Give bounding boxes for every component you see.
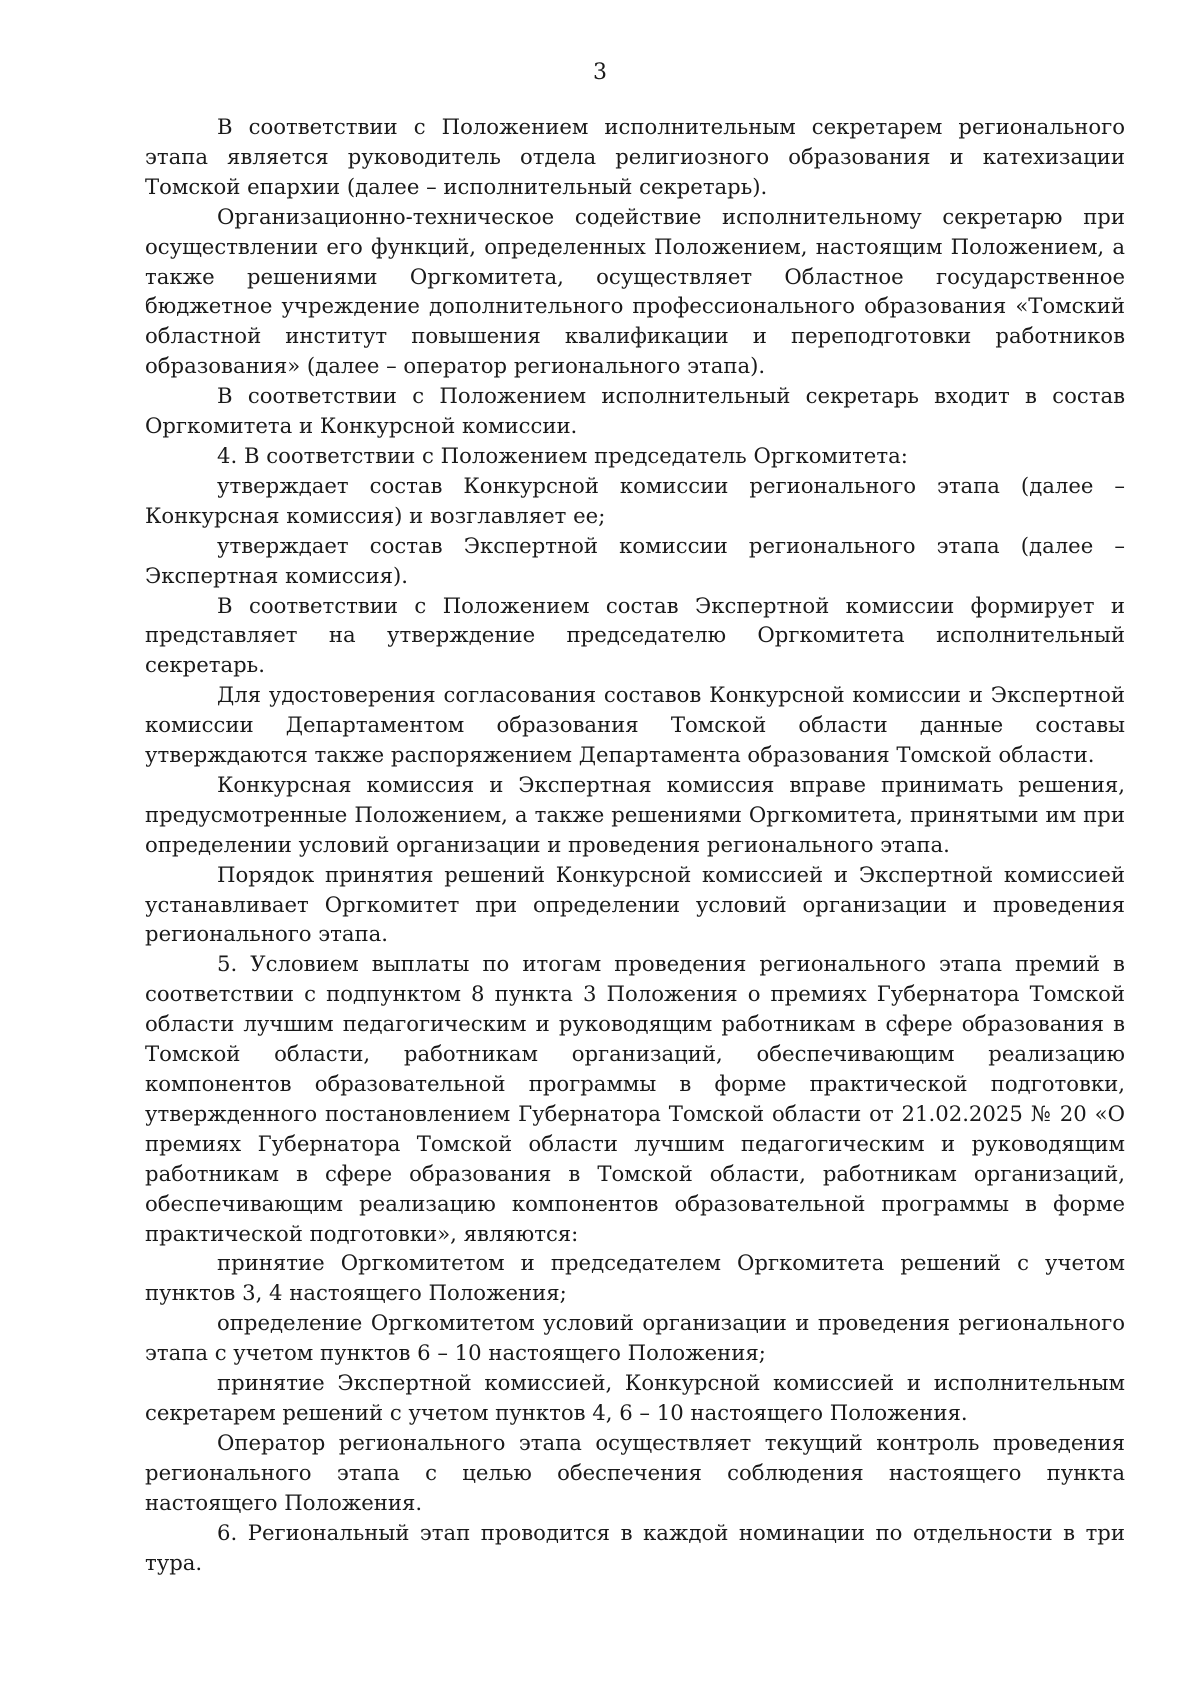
paragraph: 4. В соответствии с Положением председатель Оргкомитета: [217, 442, 908, 468]
paragraph: принятие Оргкомитетом и председателем Оргкомитета решений с учетом пунктов 3, 4 настоящего Положения; [145, 1250, 1125, 1306]
paragraph: 6. Региональный этап проводится в каждой номинации по отдельности в три тура. [145, 1519, 1125, 1575]
paragraph: В соответствии с Положением состав Экспертной комиссии формирует и представляет на утверждение председателю Оргкомитета исполнительный секретарь. [145, 592, 1125, 678]
document-body [145, 112, 1125, 1577]
paragraph: Конкурсная комиссия и Экспертная комиссия вправе принимать решения, предусмотренные Положением, а также решениями Оргкомитета, принятыми им при определении условий организации и проведения регионального этапа. [145, 771, 1125, 857]
paragraph: Для удостоверения согласования составов Конкурсной комиссии и Экспертной комиссии Департаментом образования Томской области данные составы утверждаются также распоряжением Департамента образования Томской области. [145, 682, 1125, 768]
paragraph: утверждает состав Конкурсной комиссии регионального этапа (далее – Конкурсная комиссия) и возглавляет ее; [145, 472, 1125, 528]
paragraph: определение Оргкомитетом условий организации и проведения регионального этапа с учетом пунктов 6 – 10 настоящего Положения; [145, 1310, 1125, 1366]
paragraph: принятие Экспертной комиссией, Конкурсной комиссией и исполнительным секретарем решений с учетом пунктов 4, 6 – 10 настоящего Положения. [145, 1370, 1125, 1425]
paragraph: Организационно-техническое содействие исполнительному секретарю при осуществлении его функций, определенных Положением, настоящим Положением, а также решениями Оргкомитета, осуществляет Областное государственное бюджетное учреждение дополнительного профессионального образования «Томский областной институт повышения квалификации и переподготовки работников образования» (далее – оператор регионального этапа). [145, 203, 1125, 379]
paragraph: утверждает состав Экспертной комиссии регионального этапа (далее – Экспертная комиссия). [145, 532, 1125, 588]
paragraph: В соответствии с Положением исполнительный секретарь входит в состав Оргкомитета и Конкурсной комиссии. [145, 383, 1125, 439]
paragraph: Оператор регионального этапа осуществляет текущий контроль проведения регионального этапа с целью обеспечения соблюдения настоящего пункта настоящего Положения. [145, 1429, 1125, 1515]
paragraph: В соответствии с Положением исполнительным секретарем регионального этапа является руководитель отдела религиозного образования и катехизации Томской епархии (далее – исполнительный секретарь). [145, 114, 1125, 199]
paragraph: 5. Условием выплаты по итогам проведения регионального этапа премий в соответствии с подпунктом 8 пункта 3 Положения о премиях Губернатора Томской области лучшим педагогическим и руководящим работникам в сфере образования в Томской области, работникам организаций, обеспечивающим реализацию компонентов образовательной программы в форме практической подготовки, утвержденного постановлением Губернатора Томской области от 21.02.2025 № 20 «О премиях Губернатора Томской области лучшим педагогическим и руководящим работникам в сфере образования в Томской области, работникам организаций, обеспечивающим реализацию компонентов образовательной программы в форме практической подготовки», являются: [145, 951, 1125, 1246]
paragraph: Порядок принятия решений Конкурсной комиссией и Экспертной комиссией устанавливает Оргкомитет при определении условий организации и проведения регионального этапа. [145, 861, 1125, 947]
page-number: 3 [593, 60, 607, 85]
